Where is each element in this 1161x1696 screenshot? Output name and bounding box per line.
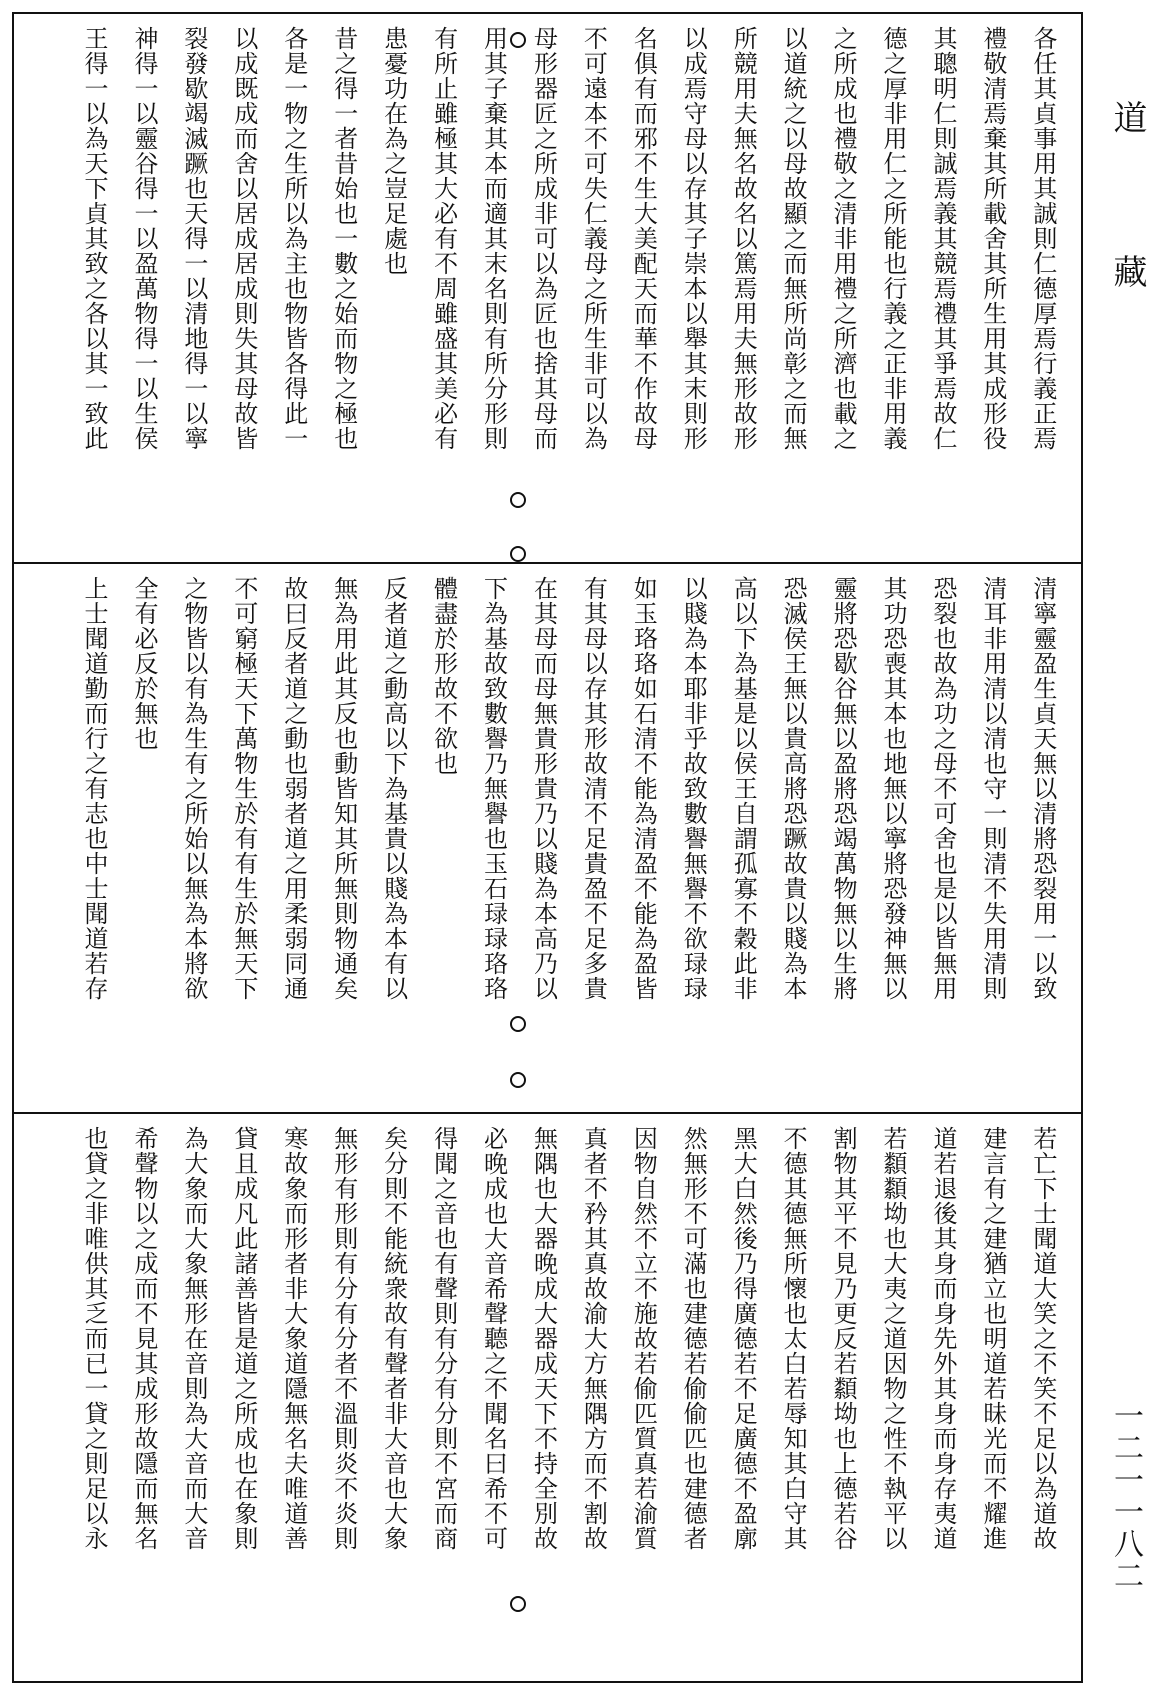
text-column: 下為基故致數譽乃無譽也玉石琭琭珞珞 xyxy=(479,576,508,1001)
text-column: 寒故象而形者非大象道隱無名夫唯道善 xyxy=(279,1126,308,1551)
text-column: 以成既成而舍以居成居成則失其母故皆 xyxy=(229,26,258,451)
punctuation-circle-mark xyxy=(510,1016,526,1032)
collection-title: 道藏 xyxy=(1107,100,1147,408)
text-column: 禮敬清焉棄其所載舍其所生用其成形役 xyxy=(978,26,1007,451)
text-column: 以賤為本耶非乎故致數譽無譽不欲琭琭 xyxy=(679,576,708,1001)
punctuation-circle-mark xyxy=(510,492,526,508)
text-column: 反者道之動高以下為基貴以賤為本有以 xyxy=(379,576,408,1001)
text-column: 以成焉守母以存其子崇本以舉其末則形 xyxy=(679,26,708,451)
text-column: 清耳非用清以清也守一則清不失用清則 xyxy=(978,576,1007,1001)
text-column: 恐滅侯王無以貴高將恐蹶故貴以賤為本 xyxy=(779,576,808,1001)
punctuation-circle-mark xyxy=(510,546,526,562)
text-column: 在其母而母無貴形貴乃以賤為本高乃以 xyxy=(529,576,558,1001)
text-column: 所競用夫無名故名以篤焉用夫無形故形 xyxy=(729,26,758,451)
text-column: 如玉珞珞如石清不能為清盈不能為盈皆 xyxy=(629,576,658,1001)
text-column: 母形器匠之所成非可以為匠也捨其母而 xyxy=(529,26,558,451)
text-column: 真者不矜其真故渝大方無隅方而不割故 xyxy=(579,1126,608,1551)
text-column: 神得一以靈谷得一以盈萬物得一以生侯 xyxy=(129,26,158,451)
text-column: 因物自然不立不施故若偷匹質真若渝質 xyxy=(629,1126,658,1551)
text-column: 有所止雖極其大必有不周雖盛其美必有 xyxy=(429,26,458,451)
column-group xyxy=(74,1126,1063,1675)
text-column: 矣分則不能統衆故有聲者非大音也大象 xyxy=(379,1126,408,1551)
text-column: 無形有形則有分有分者不溫則炎不炎則 xyxy=(329,1126,358,1551)
page-frame xyxy=(12,12,1083,1683)
punctuation-circle-mark xyxy=(510,32,526,48)
text-column: 各任其貞事用其誠則仁德厚焉行義正焉 xyxy=(1028,26,1057,451)
punctuation-circle-mark xyxy=(510,1072,526,1088)
text-column: 必晚成也大音希聲聽之不聞名曰希不可 xyxy=(479,1126,508,1551)
text-column: 昔之得一者昔始也一數之始而物之極也 xyxy=(329,26,358,451)
text-column: 然無形不可滿也建德若偷偷匹也建德者 xyxy=(679,1126,708,1551)
text-column: 之所成也禮敬之清非用禮之所濟也載之 xyxy=(829,26,858,451)
text-column: 以道統之以母故顯之而無所尚彰之而無 xyxy=(779,26,808,451)
text-column: 也貸之非唯供其乏而已一貸之則足以永 xyxy=(80,1126,108,1551)
text-column: 若亡下士聞道大笑之不笑不足以為道故 xyxy=(1028,1126,1057,1551)
text-column: 高以下為基是以侯王自謂孤寡不穀此非 xyxy=(729,576,758,1001)
text-column: 有其母以存其形故清不足貴盈不足多貴 xyxy=(579,576,608,1001)
text-column: 貸且成凡此諸善皆是道之所成也在象則 xyxy=(229,1126,258,1551)
text-column: 割物其平不見乃更反若纇坳也上德若谷 xyxy=(829,1126,858,1551)
text-panel-bottom xyxy=(14,1112,1081,1683)
text-column: 其聰明仁則誠焉義其競焉禮其爭焉故仁 xyxy=(928,26,957,451)
text-column: 希聲物以之成而不見其成形故隱而無名 xyxy=(129,1126,158,1551)
text-column: 各是一物之生所以為主也物皆各得此一 xyxy=(279,26,308,451)
text-column: 恐裂也故為功之母不可舍也是以皆無用 xyxy=(928,576,957,1001)
text-column: 裂發歇竭滅蹶也天得一以清地得一以寧 xyxy=(179,26,208,451)
text-column: 德之厚非用仁之所能也行義之正非用義 xyxy=(879,26,907,451)
text-panel-middle xyxy=(14,562,1081,1112)
text-column: 靈將恐歇谷無以盈將恐竭萬物無以生將 xyxy=(829,576,858,1001)
text-column: 無為用此其反也動皆知其所無則物通矣 xyxy=(329,576,358,1001)
text-column: 道若退後其身而身先外其身而身存夷道 xyxy=(928,1126,957,1551)
column-group xyxy=(74,26,1063,554)
text-column: 不德其德無所懷也太白若辱知其白守其 xyxy=(779,1126,808,1551)
text-column: 其功恐喪其本也地無以寧將恐發神無以 xyxy=(879,576,907,1001)
text-column: 不可遠本不可失仁義母之所生非可以為 xyxy=(579,26,608,451)
text-column: 得聞之音也有聲則有分有分則不宮而商 xyxy=(429,1126,458,1551)
text-column: 無隅也大器晚成大器成天下不持全別故 xyxy=(529,1126,558,1551)
text-column: 之物皆以有為生有之所始以無為本將欲 xyxy=(179,576,208,1001)
text-column: 為大象而大象無形在音則為大音而大音 xyxy=(179,1126,208,1551)
text-column: 上士聞道勤而行之有志也中士聞道若存 xyxy=(80,576,108,1001)
column-group xyxy=(74,576,1063,1104)
text-column: 故曰反者道之動也弱者道之用柔弱同通 xyxy=(279,576,308,1001)
text-column: 黑大白然後乃得廣德若不足廣德不盈廓 xyxy=(729,1126,758,1551)
text-column: 體盡於形故不欲也 xyxy=(429,576,458,776)
text-column: 患憂功在為之豈足處也 xyxy=(379,26,408,276)
punctuation-circle-mark xyxy=(510,1596,526,1612)
page-number: 一二一一八二 xyxy=(1108,1400,1143,1592)
text-column: 名俱有而邪不生大美配天而華不作故母 xyxy=(629,26,658,451)
text-column: 不可窮極天下萬物生於有有生於無天下 xyxy=(229,576,258,1001)
text-column: 全有必反於無也 xyxy=(129,576,158,751)
text-column: 用其子棄其本而適其末名則有所分形則 xyxy=(479,26,508,451)
text-column: 清寧靈盈生貞天無以清將恐裂用一以致 xyxy=(1028,576,1057,1001)
text-column: 若纇纇坳也大夷之道因物之性不執平以 xyxy=(879,1126,907,1551)
text-panel-top xyxy=(14,14,1081,562)
text-column: 建言有之建猶立也明道若昧光而不耀進 xyxy=(978,1126,1007,1551)
text-column: 王得一以為天下貞其致之各以其一致此 xyxy=(80,26,108,451)
